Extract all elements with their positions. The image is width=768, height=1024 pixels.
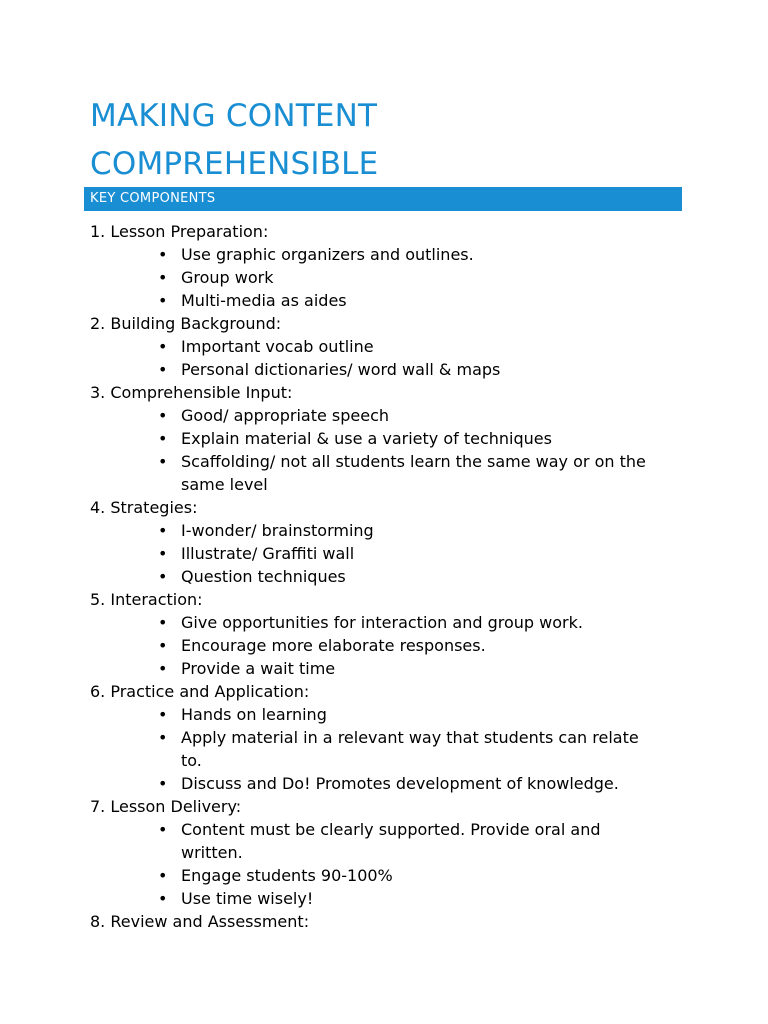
- bullet-item: • Content must be clearly supported. Provide oral and written.: [90, 818, 651, 864]
- bullet-item: • Give opportunities for interaction and group work.: [90, 611, 651, 634]
- bullet-list: [90, 818, 690, 910]
- key-components-list: [90, 220, 690, 933]
- component-item: [90, 220, 690, 312]
- component-item: [90, 588, 690, 680]
- bullet-list: [90, 404, 690, 496]
- bullet-item: • Good/ appropriate speech: [90, 404, 651, 427]
- component-title: 8. Review and Assessment:: [90, 912, 310, 931]
- component-item: [90, 496, 690, 588]
- bullet-list: [90, 335, 690, 381]
- component-title: 7. Lesson Delivery:: [90, 797, 242, 816]
- bullet-item: • Multi-media as aides: [90, 289, 651, 312]
- component-title: 2. Building Background:: [90, 314, 282, 333]
- bullet-list: [90, 703, 690, 795]
- section-header-label: KEY COMPONENTS: [90, 191, 216, 206]
- bullet-item: • Hands on learning: [90, 703, 651, 726]
- bullet-item: • I-wonder/ brainstorming: [90, 519, 651, 542]
- component-title: 3. Comprehensible Input:: [90, 383, 293, 402]
- component-title: 4. Strategies:: [90, 498, 198, 517]
- bullet-list: [90, 611, 690, 680]
- bullet-item: • Question techniques: [90, 565, 651, 588]
- bullet-item: • Explain material & use a variety of techniques: [90, 427, 651, 450]
- page-title: [90, 92, 690, 188]
- component-title: 5. Interaction:: [90, 590, 203, 609]
- bullet-item: • Engage students 90-100%: [90, 864, 651, 887]
- bullet-item: • Encourage more elaborate responses.: [90, 634, 651, 657]
- component-item: [90, 795, 690, 910]
- bullet-item: • Important vocab outline: [90, 335, 651, 358]
- bullet-item: • Group work: [90, 266, 651, 289]
- component-title: 6. Practice and Application:: [90, 682, 310, 701]
- component-title: 1. Lesson Preparation:: [90, 222, 269, 241]
- bullet-list: [90, 243, 690, 312]
- title-line-1: MAKING CONTENT: [90, 98, 378, 134]
- section-header-bar: [84, 187, 682, 211]
- bullet-item: • Personal dictionaries/ word wall & maps: [90, 358, 651, 381]
- bullet-item: • Use time wisely!: [90, 887, 651, 910]
- component-item: [90, 910, 690, 933]
- component-item: [90, 680, 690, 795]
- bullet-item: • Apply material in a relevant way that students can relate to.: [90, 726, 651, 772]
- component-item: [90, 381, 690, 496]
- bullet-list: [90, 519, 690, 588]
- component-item: [90, 312, 690, 381]
- bullet-item: • Discuss and Do! Promotes development of knowledge.: [90, 772, 651, 795]
- title-line-2: COMPREHENSIBLE: [90, 146, 379, 182]
- bullet-item: • Provide a wait time: [90, 657, 651, 680]
- bullet-item: • Scaffolding/ not all students learn the same way or on the same level: [90, 450, 651, 496]
- bullet-item: • Use graphic organizers and outlines.: [90, 243, 651, 266]
- bullet-item: • Illustrate/ Graffiti wall: [90, 542, 651, 565]
